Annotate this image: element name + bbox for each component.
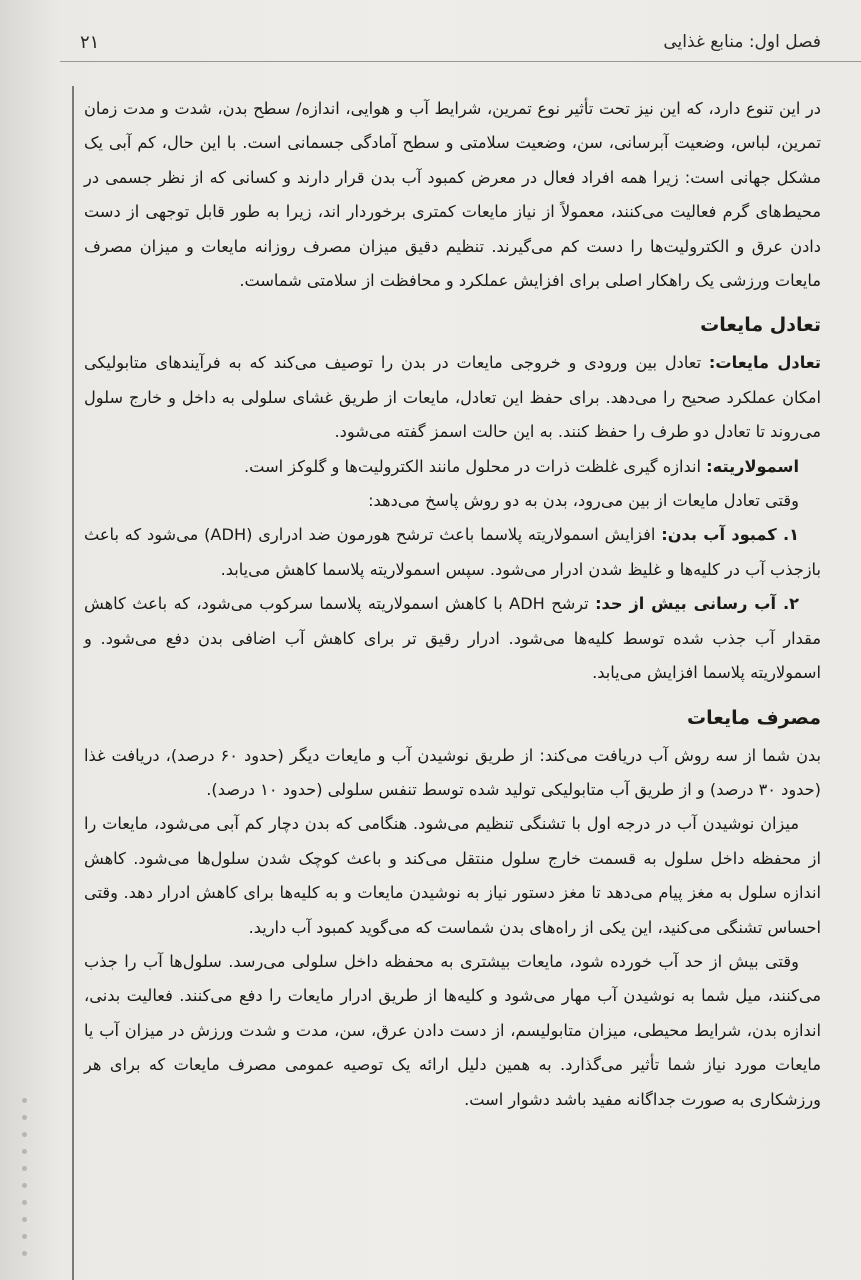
binding-hole [22,1251,27,1256]
definition-text: تعادل بین ورودی و خروجی مایعات در بدن را توصیف می‌کند که به فرآیندهای متابولیکی امکان عملکرد صحیح را می‌دهد. برای حفظ این تعادل، مایعات از طریق غشای سلولی به داخل و خارج سلول می‌روند تا تعادل دو طرف را حفظ کنند. به این حالت اسمز گفته می‌شود. [84,353,821,442]
item2-term: ۲. آب رسانی بیش از حد: [595,594,799,614]
list-item-overhydration [84,587,821,690]
osmolarity-definition [84,450,821,484]
chapter-title: فصل اول: منابع غذایی [663,32,821,52]
intake-paragraph-1: بدن شما از سه روش آب دریافت می‌کند: از طریق نوشیدن آب و مایعات دیگر (حدود ۶۰ درصد)، دریافت غذا (حدود ۳۰ درصد) و از طریق آب متابولیکی تولید شده توسط تنفس سلولی (حدود ۱۰ درصد). [84,745,821,799]
page-body [84,92,821,1117]
header-divider [60,61,861,62]
binding-hole [22,1234,27,1239]
item2-text: ترشح ADH با کاهش اسمولاریته پلاسما سرکوب می‌شود، که باعث کاهش مقدار آب جذب شده توسط کلیه‌ها می‌شود. ادرار رقیق تر برای کاهش آب اضافی بدن دفع می‌شود. و اسمولاریته پلاسما افزایش می‌یابد. [84,594,821,683]
intro-paragraph: در این تنوع دارد، که این نیز تحت تأثیر نوع تمرین، شرایط آب و هوایی، اندازه/ سطح بدن، شدت و مدت زمان تمرین، لباس، وضعیت آبرسانی، سن، وضعیت سلامتی و سطح آمادگی جسمانی است. با این حال، کم آبی یک مشکل جهانی است: زیرا همه افراد فعال در معرض کمبود آب بدن قرار دارند و کسانی که از نظر جسمی در محیط‌های گرم فعالیت می‌کنند، معمولاً از نیاز مایعات کمتری برخوردار اند، زیرا به طور قابل توجهی از دست دادن عرق و الکترولیت‌ها را دست کم می‌گیرند. تنظیم دقیق میزان مصرف روزانه مایعات و میزان مصرف مایعات ورزشی یک راهکار اصلی برای افزایش عملکرد و محافظت از سلامتی شماست. [84,99,821,291]
binding-hole [22,1115,27,1120]
osmolarity-term: اسمولاریته: [706,456,799,476]
intake-paragraph-2: میزان نوشیدن آب در درجه اول با تشنگی تنظیم می‌شود. هنگامی که بدن دچار کم آبی می‌شود، مایعات را از محفظه داخل سلول به قسمت خارج سلول منتقل می‌کند و باعث کوچک شدن سلول‌ها می‌شود. کاهش اندازه سلول به مغز پیام می‌دهد تا مغز دستور نیاز به نوشیدن مایعات و به کلیه‌ها برای کاهش ادرار دهد. وقتی احساس تشنگی می‌کنید، این یکی از راه‌های بدن شماست که می‌گوید کمبود آب دارید. [84,814,821,937]
binding-hole [22,1166,27,1171]
binding-hole [22,1183,27,1188]
binding-hole [22,1098,27,1103]
intake-paragraph-3: وقتی بیش از حد آب خورده شود، مایعات بیشتری به محفظه داخل سلولی می‌رسد. سلول‌ها آب را جذب می‌کنند، میل شما به نوشیدن آب مهار می‌شود و کلیه‌ها از طریق ادرار مایعات را دفع می‌کنند. فعالیت بدنی، اندازه بدن، شرایط محیطی، میزان متابولیسم، از دست دادن عرق، سن، مدت و شدت ورزش در میزان آب یا مایعات مورد نیاز شما تأثیر می‌گذارد. به همین دلیل ارائه یک توصیه عمومی مصرف مایعات که برای هر ورزشکاری به صورت جداگانه مفید باشد دشوار است. [84,951,821,1109]
binding-holes [22,1098,30,1278]
binding-hole [22,1149,27,1154]
page-header [80,26,821,56]
binding-hole [22,1217,27,1222]
list-item-dehydration [84,518,821,587]
osmolarity-text: اندازه گیری غلظت ذرات در محلول مانند الکترولیت‌ها و گلوکز است. [244,456,707,476]
margin-rule [72,86,74,1280]
item1-term: ۱. کمبود آب بدن: [661,525,799,545]
response-intro: وقتی تعادل مایعات از بین می‌رود، بدن به دو روش پاسخ می‌دهد: [368,491,799,511]
fluid-balance-definition [84,346,821,449]
binding-hole [22,1132,27,1137]
section-heading-fluid-intake: مصرف مایعات [687,706,821,729]
definition-term: تعادل مایعات: [708,353,822,373]
item1-text: افزایش اسمولاریته پلاسما باعث ترشح هورمون ضد ادراری (ADH) می‌شود که باعث بازجذب آب در کلیه‌ها و غلیظ شدن ادرار می‌شود. سپس اسمولاریته پلاسما کاهش می‌یابد. [84,525,821,579]
binding-hole [22,1200,27,1205]
section-heading-fluid-balance: تعادل مایعات [700,314,821,337]
page-number: ۲۱ [80,32,100,53]
